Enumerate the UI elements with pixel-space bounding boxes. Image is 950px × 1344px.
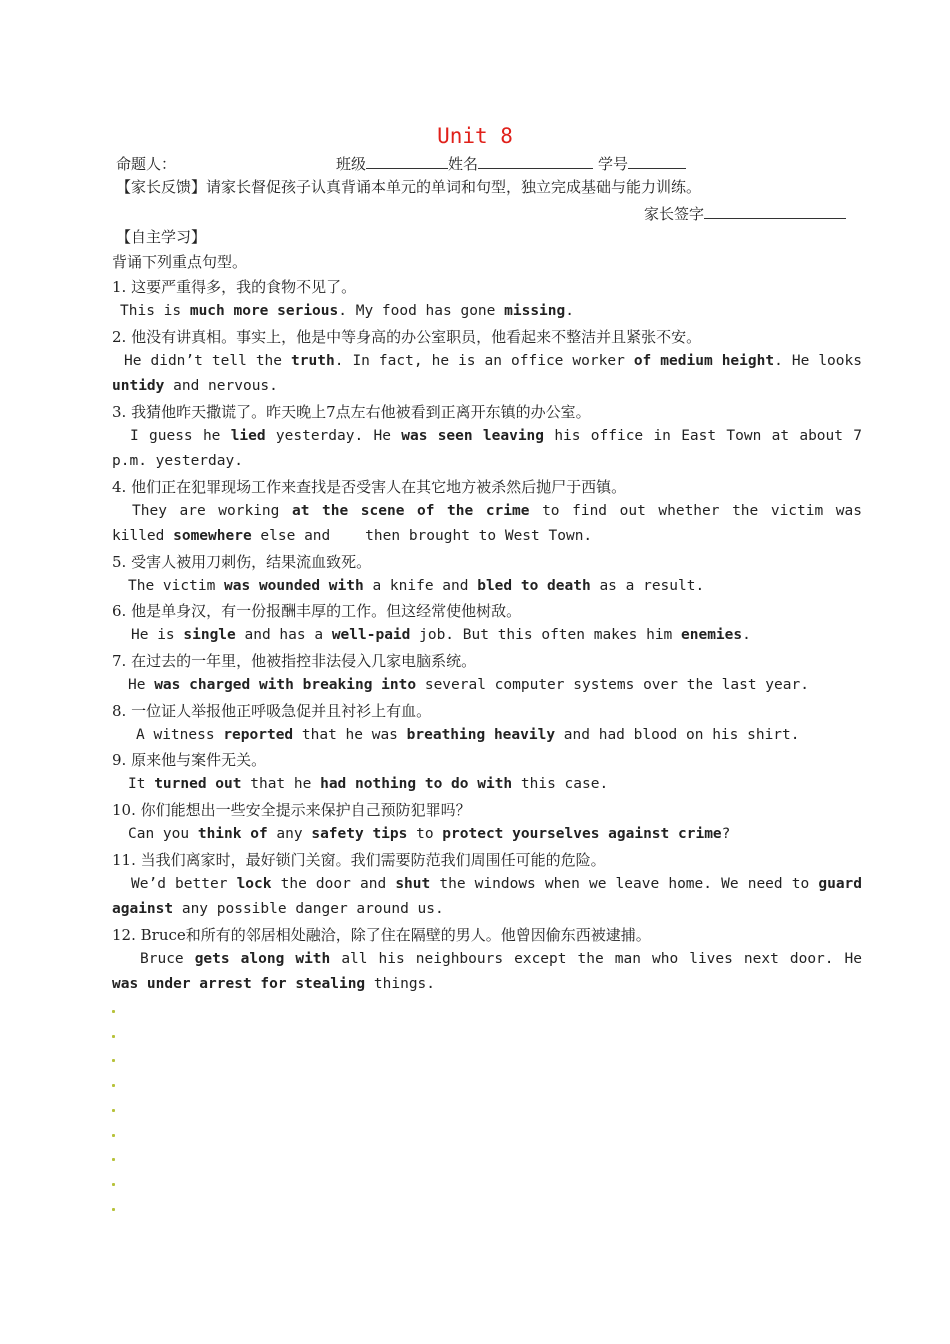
sentence-4-english: They are working at the scene of the crime to find out whether the victim was killed somewhere else and then brought to West Town. (112, 503, 862, 544)
sentence-6-english: He is single and has a well-paid job. But this often makes him enemies. (131, 627, 751, 643)
sentence-5-english: The victim was wounded with a knife and bled to death as a result. (128, 578, 705, 594)
margin-dot (112, 1035, 115, 1038)
margin-dot (112, 1183, 115, 1186)
sentence-9-chinese: 9. 原来他与案件无关。 (112, 751, 267, 769)
name-field[interactable] (478, 152, 593, 169)
signature-field[interactable] (704, 202, 846, 219)
class-field[interactable] (366, 152, 448, 169)
signature-label: 家长签字 (644, 205, 705, 223)
author-label: 命题人： (116, 155, 177, 173)
sentence-7-english: He was charged with breaking into several computer systems over the last year. (128, 677, 809, 693)
margin-dot (112, 1084, 115, 1087)
margin-dot (112, 1158, 115, 1161)
sentence-12-chinese: 12. Bruce和所有的邻居相处融洽，除了住在隔壁的男人。他曾因偷东西被逮捕。 (112, 926, 651, 944)
sentence-2-chinese: 2. 他没有讲真相。事实上，他是中等身高的办公室职员，他看起来不整洁并且紧张不安。 (112, 328, 702, 346)
sentence-2-english: He didn’t tell the truth. In fact, he is an office worker of medium height. He looks untidy and nervous. (112, 353, 862, 394)
section-heading: 【自主学习】 (116, 228, 207, 246)
class-label: 班级 (336, 155, 367, 173)
sentence-11-english: We’d better lock the door and shut the windows when we leave home. We need to guard against any possible danger around us. (112, 876, 863, 917)
sentence-12-english: Bruce gets along with all his neighbours except the man who lives next door. He was under arrest for stealing things. (112, 951, 863, 992)
number-label: 学号 (598, 155, 629, 173)
sentence-5-chinese: 5. 受害人被用刀刺伤，结果流血致死。 (112, 553, 372, 571)
sentence-4-chinese: 4. 他们正在犯罪现场工作来查找是否受害人在其它地方被杀然后抛尸于西镇。 (112, 478, 627, 496)
sentence-8-english: A witness reported that he was breathing heavily and had blood on his shirt. (136, 727, 800, 743)
margin-dot (112, 1059, 115, 1062)
sentence-10-english: Can you think of any safety tips to protect yourselves against crime? (128, 826, 731, 842)
sentence-10-chinese: 10. 你们能想出一些安全提示来保护自己预防犯罪吗？ (112, 801, 471, 819)
sentence-3-english: I guess he lied yesterday. He was seen leaving his office in East Town at about 7 p.m. yesterday. (112, 428, 863, 469)
sentence-1-english: This is much more serious. My food has gone missing. (120, 303, 574, 319)
parent-feedback: 【家长反馈】请家长督促孩子认真背诵本单元的单词和句型，独立完成基础与能力训练。 (116, 178, 702, 196)
parent-signature (644, 202, 864, 224)
section-instruction: 背诵下列重点句型。 (112, 253, 248, 271)
name-label: 姓名 (448, 155, 479, 173)
margin-dot (112, 1134, 115, 1137)
number-field[interactable] (628, 152, 686, 169)
sentence-8-chinese: 8. 一位证人举报他正呼吸急促并且衬衫上有血。 (112, 702, 432, 720)
margin-dot (112, 1208, 115, 1211)
margin-dot (112, 1109, 115, 1112)
sentence-9-english: It turned out that he had nothing to do with this case. (128, 776, 609, 792)
sentence-11-chinese: 11. 当我们离家时，最好锁门关窗。我们需要防范我们周围任可能的危险。 (112, 851, 606, 869)
sentence-7-chinese: 7. 在过去的一年里，他被指控非法侵入几家电脑系统。 (112, 652, 477, 670)
margin-dot (112, 1010, 115, 1013)
sentence-1-chinese: 1. 这要严重得多，我的食物不见了。 (112, 278, 357, 296)
header-row (116, 152, 866, 174)
sentence-3-chinese: 3. 我猜他昨天撒谎了。昨天晚上7点左右他被看到正离开东镇的办公室。 (112, 403, 591, 421)
page-title: Unit 8 (437, 124, 513, 148)
sentence-6-chinese: 6. 他是单身汉，有一份报酬丰厚的工作。但这经常使他树敌。 (112, 602, 522, 620)
